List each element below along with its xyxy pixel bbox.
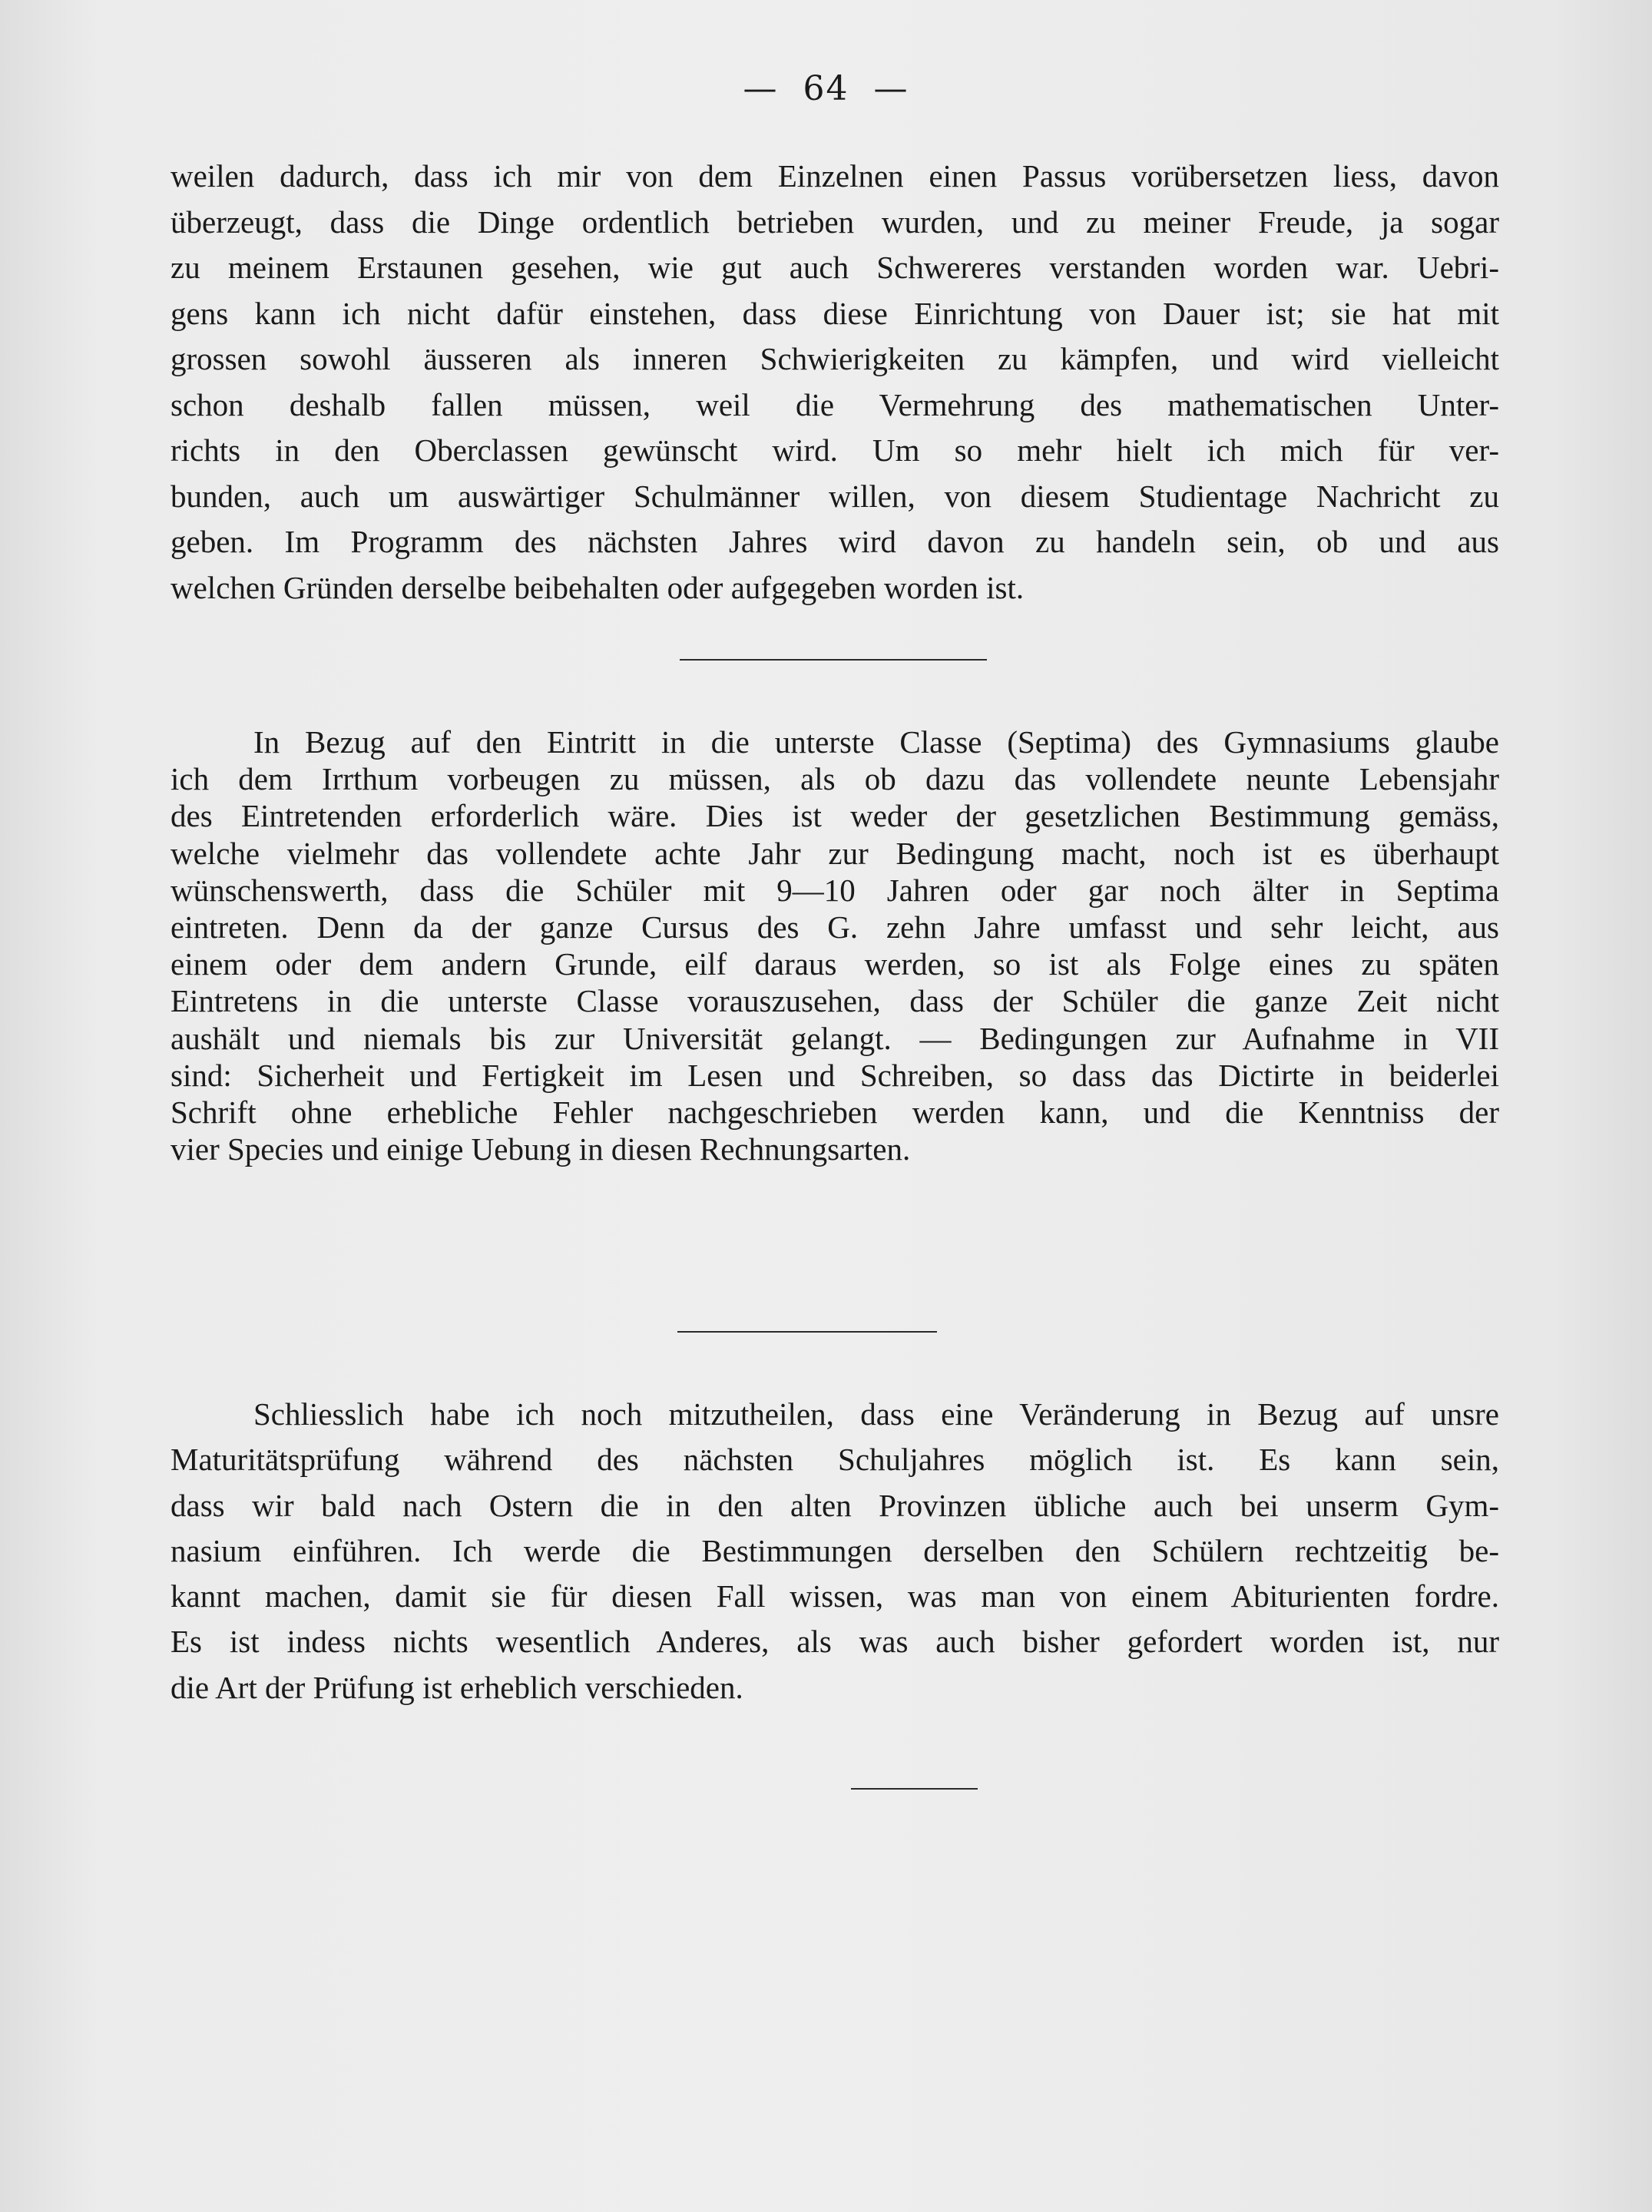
text-line: kannt machen, damit sie für diesen Fall wissen, was man von einem Abiturienten fordre. xyxy=(170,1578,1499,1614)
section-divider xyxy=(680,659,987,661)
text-line: Schliesslich habe ich noch mitzutheilen, dass eine Veränderung in Bezug auf unsre xyxy=(253,1396,1499,1432)
text-line: welche vielmehr das vollendete achte Jahr zur Bedingung macht, noch ist es überhaupt xyxy=(170,835,1499,871)
text-line: nasium einführen. Ich werde die Bestimmungen derselben den Schülern rechtzeitig be- xyxy=(170,1532,1499,1568)
page-number: — 64 — xyxy=(743,69,909,108)
text-line: ich dem Irrthum vorbeugen zu müssen, als ob dazu das vollendete neunte Lebensjahr xyxy=(170,761,1499,797)
text-line: Es ist indess nichts wesentlich Anderes, als was auch bisher gefordert worden ist, nur xyxy=(170,1624,1499,1660)
text-line: In Bezug auf den Eintritt in die unterste Classe (Septima) des Gymnasiums glaube xyxy=(253,724,1499,760)
text-line: sind: Sicherheit und Fertigkeit im Lesen und Schreiben, so dass das Dictirte in beiderlei xyxy=(170,1057,1499,1093)
text-line: vier Species und einige Uebung in diesen Rechnungsarten. xyxy=(170,1131,911,1167)
paragraph-maturity-exam xyxy=(170,1392,1499,1710)
text-line: einem oder dem andern Grunde, eilf daraus werden, so ist als Folge eines zu späten xyxy=(170,946,1499,982)
text-line: richts in den Oberclassen gewünscht wird. Um so mehr hielt ich mich für ver- xyxy=(170,432,1499,468)
text-line: gens kann ich nicht dafür einstehen, dass diese Einrichtung von Dauer ist; sie hat mit xyxy=(170,295,1499,331)
section-divider xyxy=(677,1331,937,1333)
text-line: Maturitätsprüfung während des nächsten Schuljahres möglich ist. Es kann sein, xyxy=(170,1442,1499,1478)
text-line: bunden, auch um auswärtiger Schulmänner willen, von diesem Studientage Nachricht zu xyxy=(170,478,1499,514)
text-line: grossen sowohl äusseren als inneren Schwierigkeiten zu kämpfen, und wird vielleicht xyxy=(170,341,1499,376)
text-line: weilen dadurch, dass ich mir von dem Einzelnen einen Passus vorübersetzen liess, davon xyxy=(170,158,1499,194)
text-line: wünschenswerth, dass die Schüler mit 9—10 Jahren oder gar noch älter in Septima xyxy=(170,872,1499,908)
text-line: schon deshalb fallen müssen, weil die Vermehrung des mathematischen Unter- xyxy=(170,386,1499,422)
paragraph-study-day xyxy=(170,154,1499,611)
text-line: Schrift ohne erhebliche Fehler nachgeschrieben werden kann, und die Kenntniss der xyxy=(170,1094,1499,1131)
text-line: aushält und niemals bis zur Universität gelangt. — Bedingungen zur Aufnahme in VII xyxy=(170,1020,1499,1056)
text-line: die Art der Prüfung ist erheblich verschieden. xyxy=(170,1669,743,1705)
text-line: dass wir bald nach Ostern die in den alten Provinzen übliche auch bei unserm Gym- xyxy=(170,1487,1499,1523)
text-line: zu meinem Erstaunen gesehen, wie gut auch Schwereres verstanden worden war. Uebri- xyxy=(170,250,1499,285)
text-line: welchen Gründen derselbe beibehalten oder aufgegeben worden ist. xyxy=(170,569,1025,605)
text-line: überzeugt, dass die Dinge ordentlich betrieben wurden, und zu meiner Freude, ja sogar xyxy=(170,204,1499,240)
paragraph-admission xyxy=(170,724,1499,1167)
text-line: geben. Im Programm des nächsten Jahres wird davon zu handeln sein, ob und aus xyxy=(170,524,1499,559)
text-line: Eintretens in die unterste Classe vorauszusehen, dass der Schüler die ganze Zeit nicht xyxy=(170,983,1499,1019)
end-divider xyxy=(851,1788,978,1790)
text-line: eintreten. Denn da der ganze Cursus des G. zehn Jahre umfasst und sehr leicht, aus xyxy=(170,909,1499,945)
text-line: des Eintretenden erforderlich wäre. Dies ist weder der gesetzlichen Bestimmung gemäss, xyxy=(170,798,1499,834)
